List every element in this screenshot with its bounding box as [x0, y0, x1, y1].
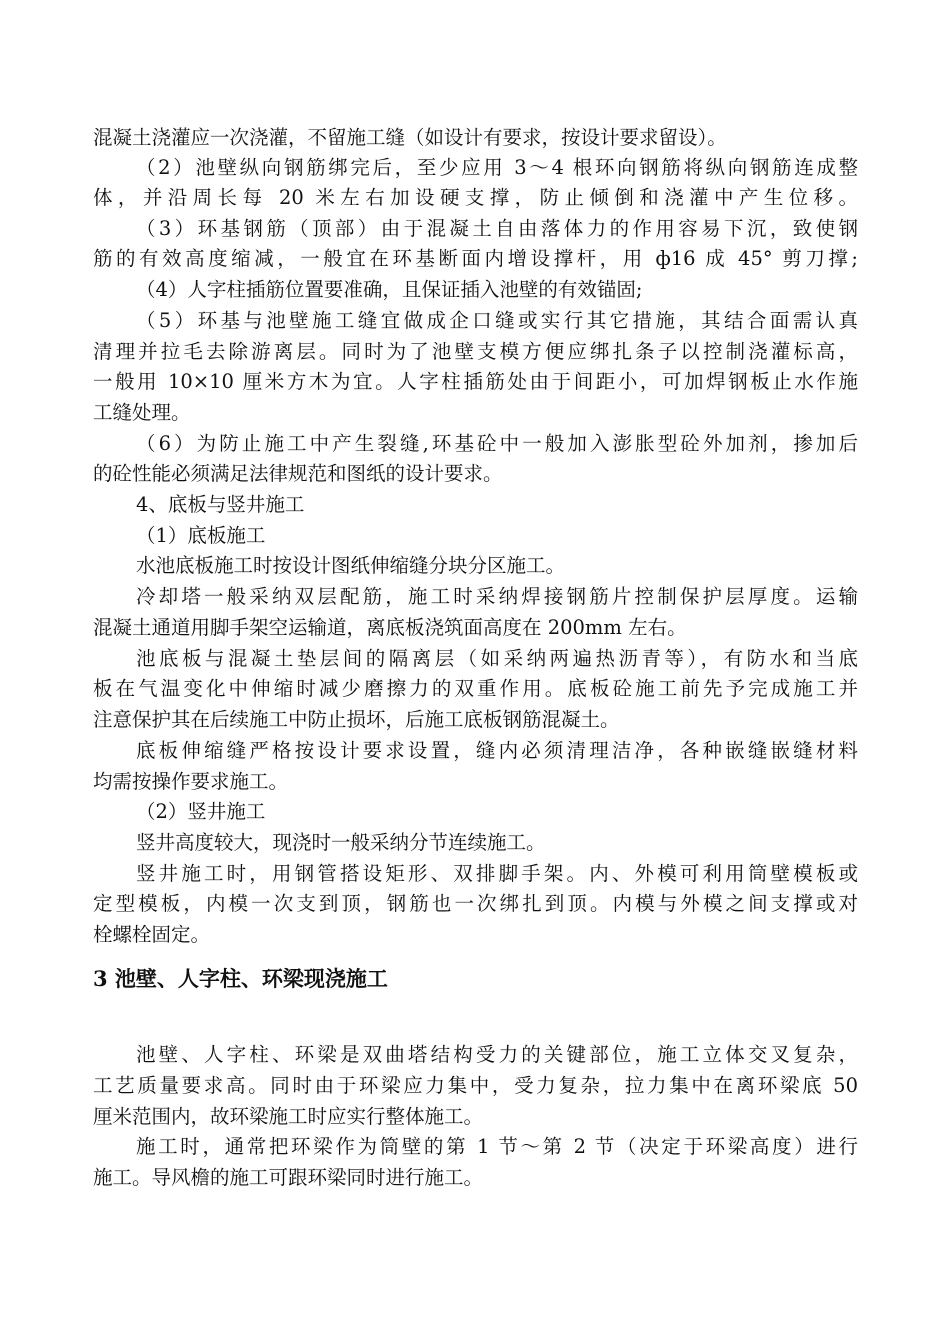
paragraph-line: 混凝土浇灌应一次浇灌，不留施工缝（如设计有要求，按设计要求留设）。: [93, 126, 727, 149]
paragraph-line: 一般用 10×10 厘米方木为宜。人字柱插筋处由于间距小，可加焊钢板止水作施: [93, 370, 858, 393]
paragraph-line: 体，并沿周长每 20 米左右加设硬支撑，防止倾倒和浇灌中产生位移。: [93, 186, 858, 209]
paragraph-line: 水池底板施工时按设计图纸伸缩缝分块分区施工。: [136, 554, 566, 577]
paragraph-line: 工艺质量要求高。同时由于环梁应力集中，受力复杂，拉力集中在离环梁底 50: [93, 1074, 858, 1097]
paragraph-line: 板在气温变化中伸缩时减少磨擦力的双重作用。底板砼施工前先予完成施工并: [93, 677, 858, 700]
paragraph-line: 施工时，通常把环梁作为筒壁的第 1 节～第 2 节（决定于环梁高度）进行: [136, 1135, 858, 1158]
paragraph-line: 施工。导风檐的施工可跟环梁同时进行施工。: [93, 1166, 484, 1189]
paragraph-line: 注意保护其在后续施工中防止损坏，后施工底板钢筋混凝土。: [93, 708, 620, 731]
paragraph-line: 定型模板，内模一次支到顶，钢筋也一次绑扎到顶。内模与外模之间支撑或对: [93, 892, 858, 915]
paragraph-line: 池壁、人字柱、环梁是双曲塔结构受力的关键部位，施工立体交叉复杂，: [136, 1043, 858, 1066]
paragraph-line: （2）池壁纵向钢筋绑完后，至少应用 3～4 根环向钢筋将纵向钢筋连成整: [136, 156, 858, 179]
section-subheading: 4、底板与竖井施工: [136, 493, 305, 516]
paragraph-line: 筋的有效高度缩减，一般宜在环基断面内增设撑杆，用 ф16 成 45° 剪刀撑;: [93, 247, 858, 270]
section-heading: 3 池壁、人字柱、环梁现浇施工: [93, 966, 388, 991]
paragraph-line: （3）环基钢筋（顶部）由于混凝土自由落体力的作用容易下沉，致使钢: [136, 217, 858, 240]
subsection-title: （1）底板施工: [136, 524, 266, 547]
paragraph-line: （4）人字柱插筋位置要准确，且保证插入池壁的有效锚固;: [136, 278, 643, 301]
paragraph-line: 混凝土通道用脚手架空运输道，离底板浇筑面高度在 200mm 左右。: [93, 616, 687, 639]
paragraph-line: 清理并拉毛去除游离层。同时为了池壁支模方便应绑扎条子以控制浇灌标高，: [93, 340, 858, 363]
paragraph-line: 厘米范围内，故环梁施工时应实行整体施工。: [93, 1105, 484, 1128]
paragraph-line: （5）环基与池壁施工缝宜做成企口缝或实行其它措施，其结合面需认真: [136, 309, 858, 332]
paragraph-line: 的砼性能必须满足法律规范和图纸的设计要求。: [93, 462, 503, 485]
paragraph-line: （6）为防止施工中产生裂缝,环基砼中一般加入澎胀型砼外加剂，掺加后: [136, 432, 858, 455]
paragraph-line: 均需按操作要求施工。: [93, 770, 289, 793]
subsection-title: （2）竖井施工: [136, 800, 266, 823]
paragraph-line: 竖井施工时，用钢管搭设矩形、双排脚手架。内、外模可利用筒壁模板或: [136, 862, 858, 885]
paragraph-line: 底板伸缩缝严格按设计要求设置，缝内必须清理洁净，各种嵌缝嵌缝材料: [136, 739, 858, 762]
paragraph-line: 工缝处理。: [93, 401, 191, 424]
paragraph-line: 栓螺栓固定。: [93, 923, 211, 946]
paragraph-line: 池底板与混凝土垫层间的隔离层（如采纳两遍热沥青等），有防水和当底: [136, 647, 858, 670]
paragraph-line: 竖井高度较大，现浇时一般采纳分节连续施工。: [136, 831, 546, 854]
paragraph-line: 冷却塔一般采纳双层配筋，施工时采纳焊接钢筋片控制保护层厚度。运输: [136, 585, 858, 608]
